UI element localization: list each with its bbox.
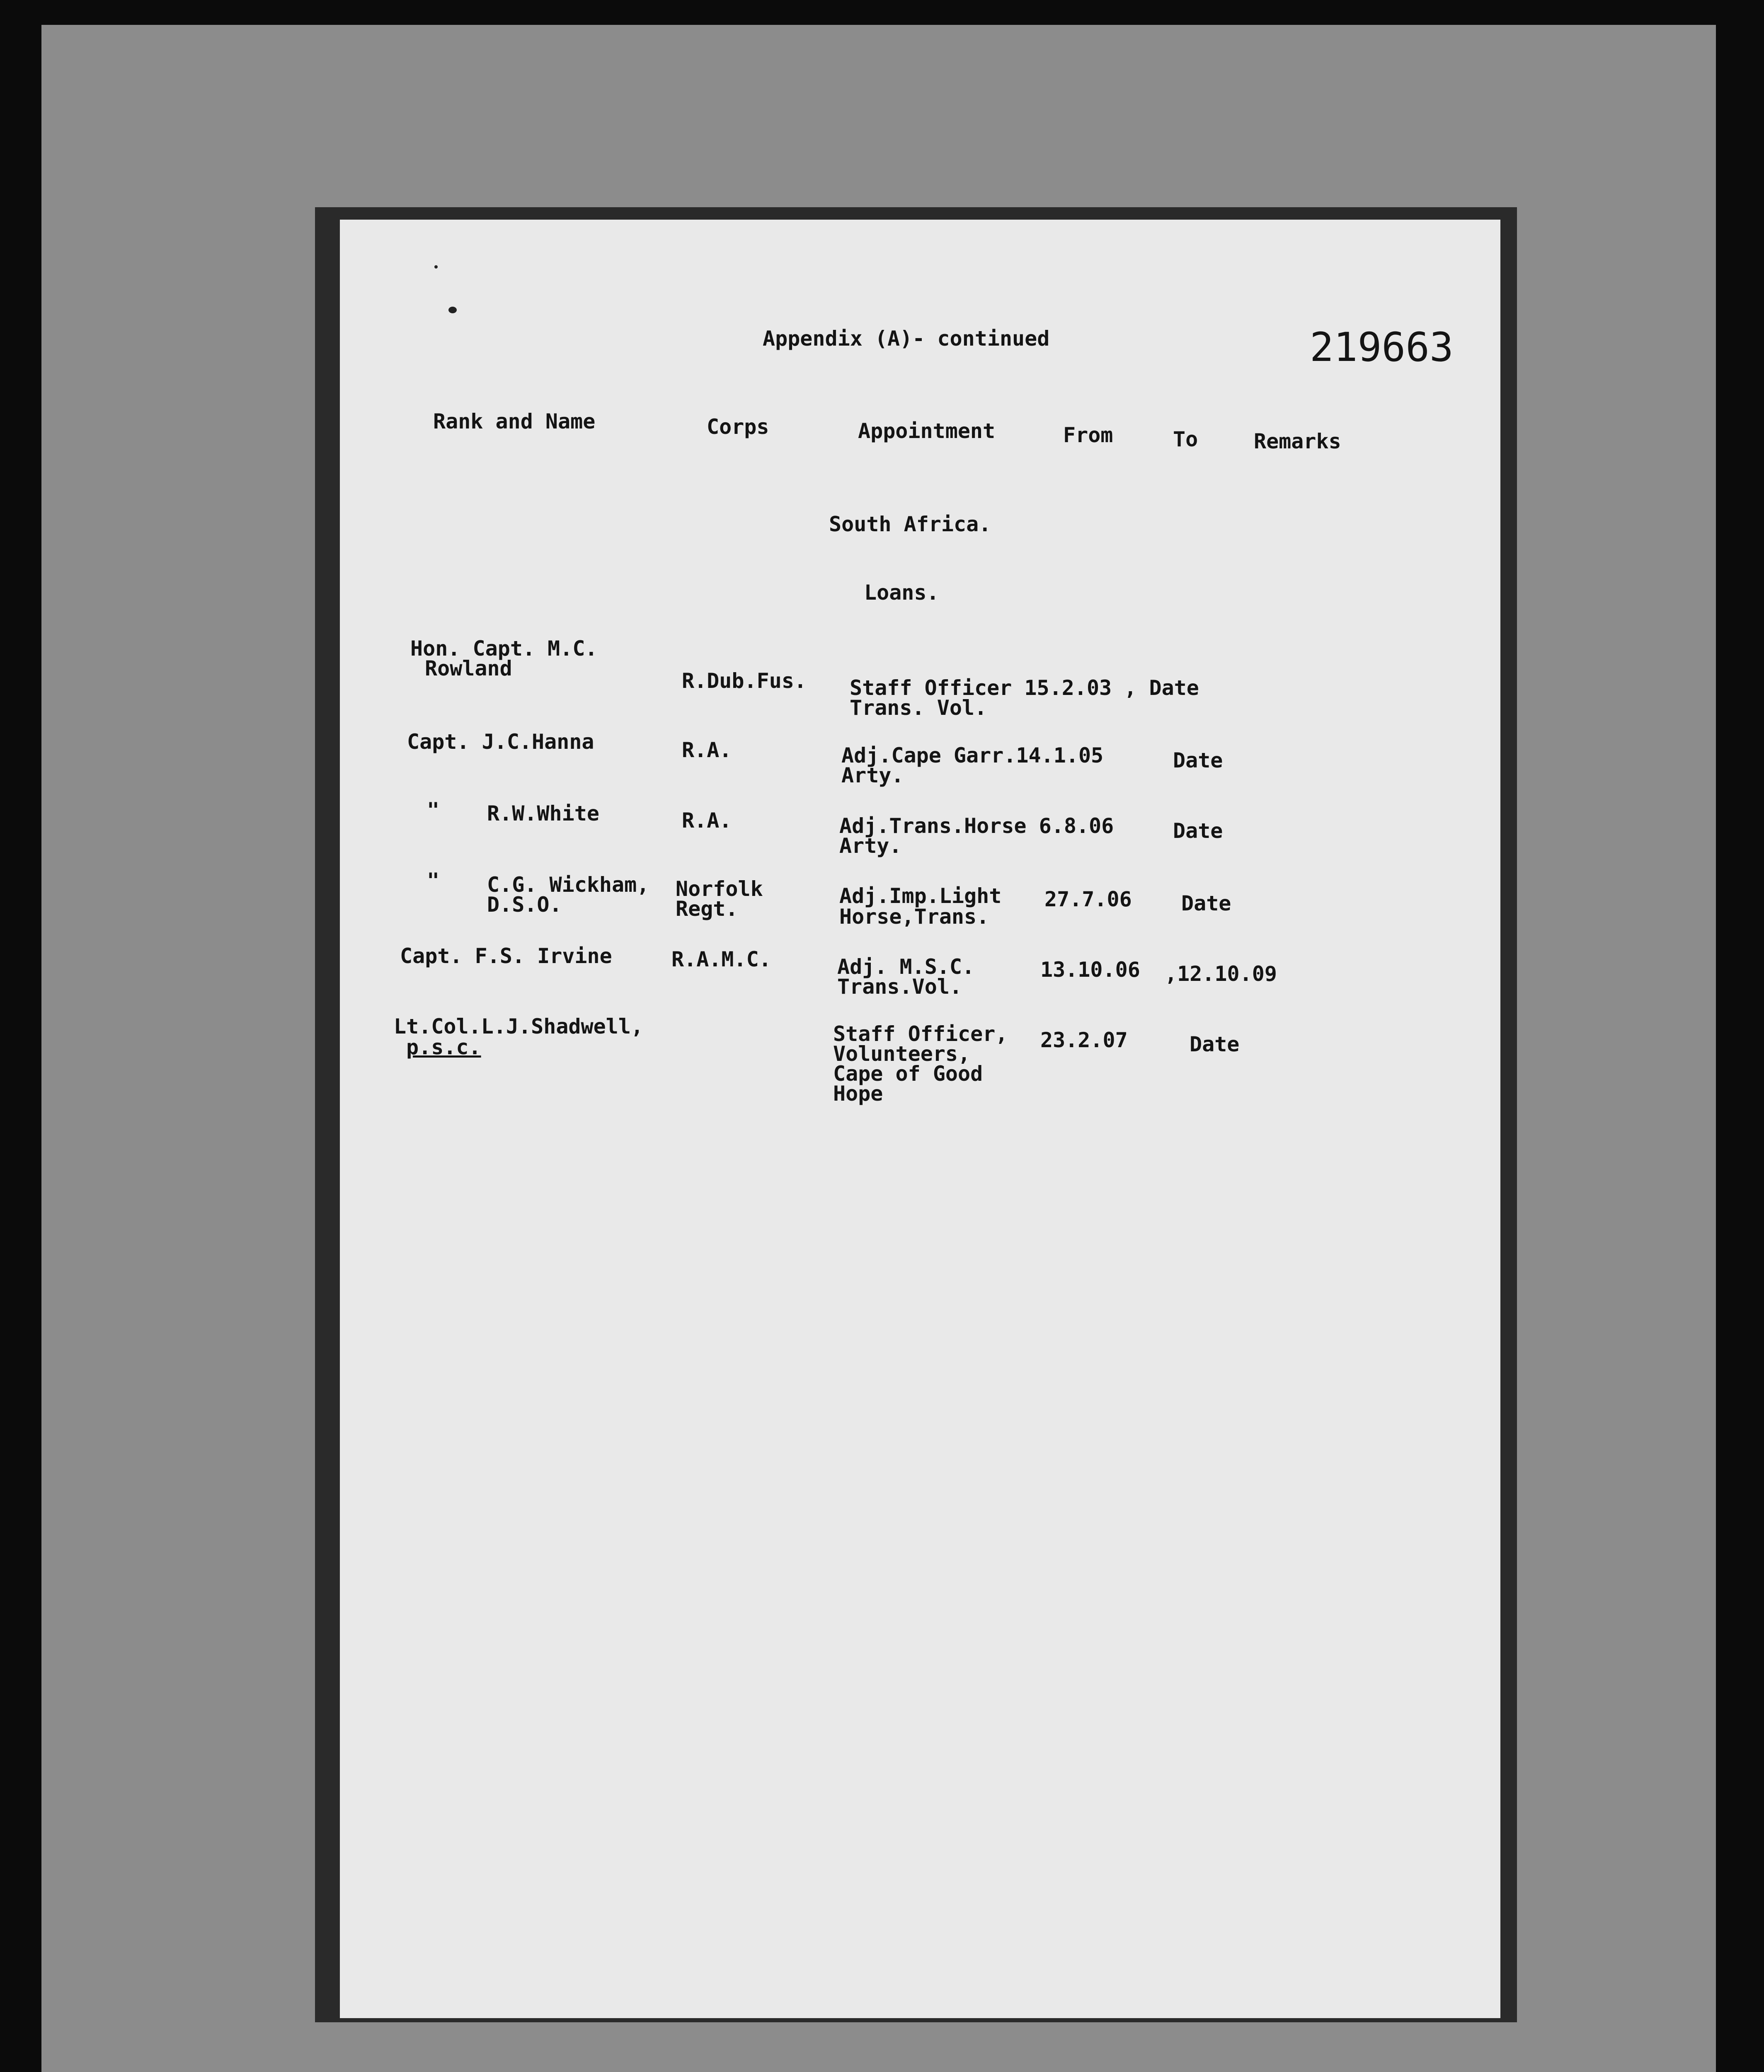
row-name-qualification: p.s.c. [406, 1035, 481, 1059]
document-number: 219663 [1310, 324, 1454, 370]
document-page [340, 220, 1500, 2018]
row-from: 13.10.06 [1040, 958, 1140, 982]
row-corps: Regt. [676, 897, 738, 921]
section-heading: South Africa. [829, 512, 991, 536]
row-corps: R.A. [682, 738, 732, 762]
row-from: 27.7.06 [1044, 887, 1132, 911]
row-corps: R.Dub.Fus. [682, 669, 807, 693]
ink-speck [434, 265, 438, 269]
row-appointment: Hope [833, 1082, 883, 1106]
row-name: Capt. J.C.Hanna [407, 730, 594, 754]
row-appointment: Trans. Vol. [850, 696, 987, 720]
row-name: C.G. Wickham, [487, 873, 649, 897]
row-appointment: Staff Officer 15.2.03 , Date [850, 676, 1199, 700]
row-to: Date [1190, 1032, 1240, 1056]
row-corps: Norfolk [676, 877, 763, 901]
row-appointment: Horse,Trans. [839, 905, 989, 929]
header-to: To [1173, 427, 1198, 451]
row-name: Rowland [425, 656, 512, 680]
subsection-heading: Loans. [864, 581, 939, 605]
row-to: Date [1173, 819, 1223, 843]
row-appointment: Arty. [839, 834, 902, 858]
row-appointment: Adj. M.S.C. [837, 955, 975, 979]
header-remarks: Remarks [1254, 429, 1341, 453]
header-rank-and-name: Rank and Name [433, 409, 596, 433]
row-name: Hon. Capt. M.C. [410, 637, 598, 661]
ink-speck [448, 307, 457, 313]
row-name: Capt. F.S. Irvine [400, 944, 612, 968]
row-appointment: Arty. [841, 763, 904, 787]
row-name: Lt.Col.L.J.Shadwell, [394, 1014, 644, 1038]
row-from: 23.2.07 [1040, 1028, 1128, 1052]
header-corps: Corps [707, 415, 769, 439]
row-appointment: Adj.Trans.Horse 6.8.06 [839, 814, 1114, 838]
row-to: Date [1181, 891, 1231, 915]
row-appointment: Trans.Vol. [837, 975, 962, 999]
header-appointment: Appointment [858, 419, 996, 443]
row-appointment: Cape of Good [833, 1062, 983, 1086]
header-from: From [1063, 423, 1113, 447]
row-name: R.W.White [487, 801, 599, 825]
page-title: Appendix (A)- continued [763, 327, 1050, 351]
row-appointment: Volunteers, [833, 1042, 971, 1066]
row-name: D.S.O. [487, 893, 562, 917]
row-corps: R.A.M.C. [671, 947, 771, 971]
row-corps: R.A. [682, 808, 732, 833]
row-appointment: Adj.Cape Garr.14.1.05 [841, 743, 1104, 767]
row-to: ,12.10.09 [1165, 962, 1277, 986]
ditto-mark: " [427, 798, 440, 822]
ditto-mark: " [427, 869, 440, 893]
row-to: Date [1173, 748, 1223, 772]
row-appointment: Staff Officer, [833, 1022, 1008, 1046]
row-appointment: Adj.Imp.Light [839, 884, 1002, 908]
